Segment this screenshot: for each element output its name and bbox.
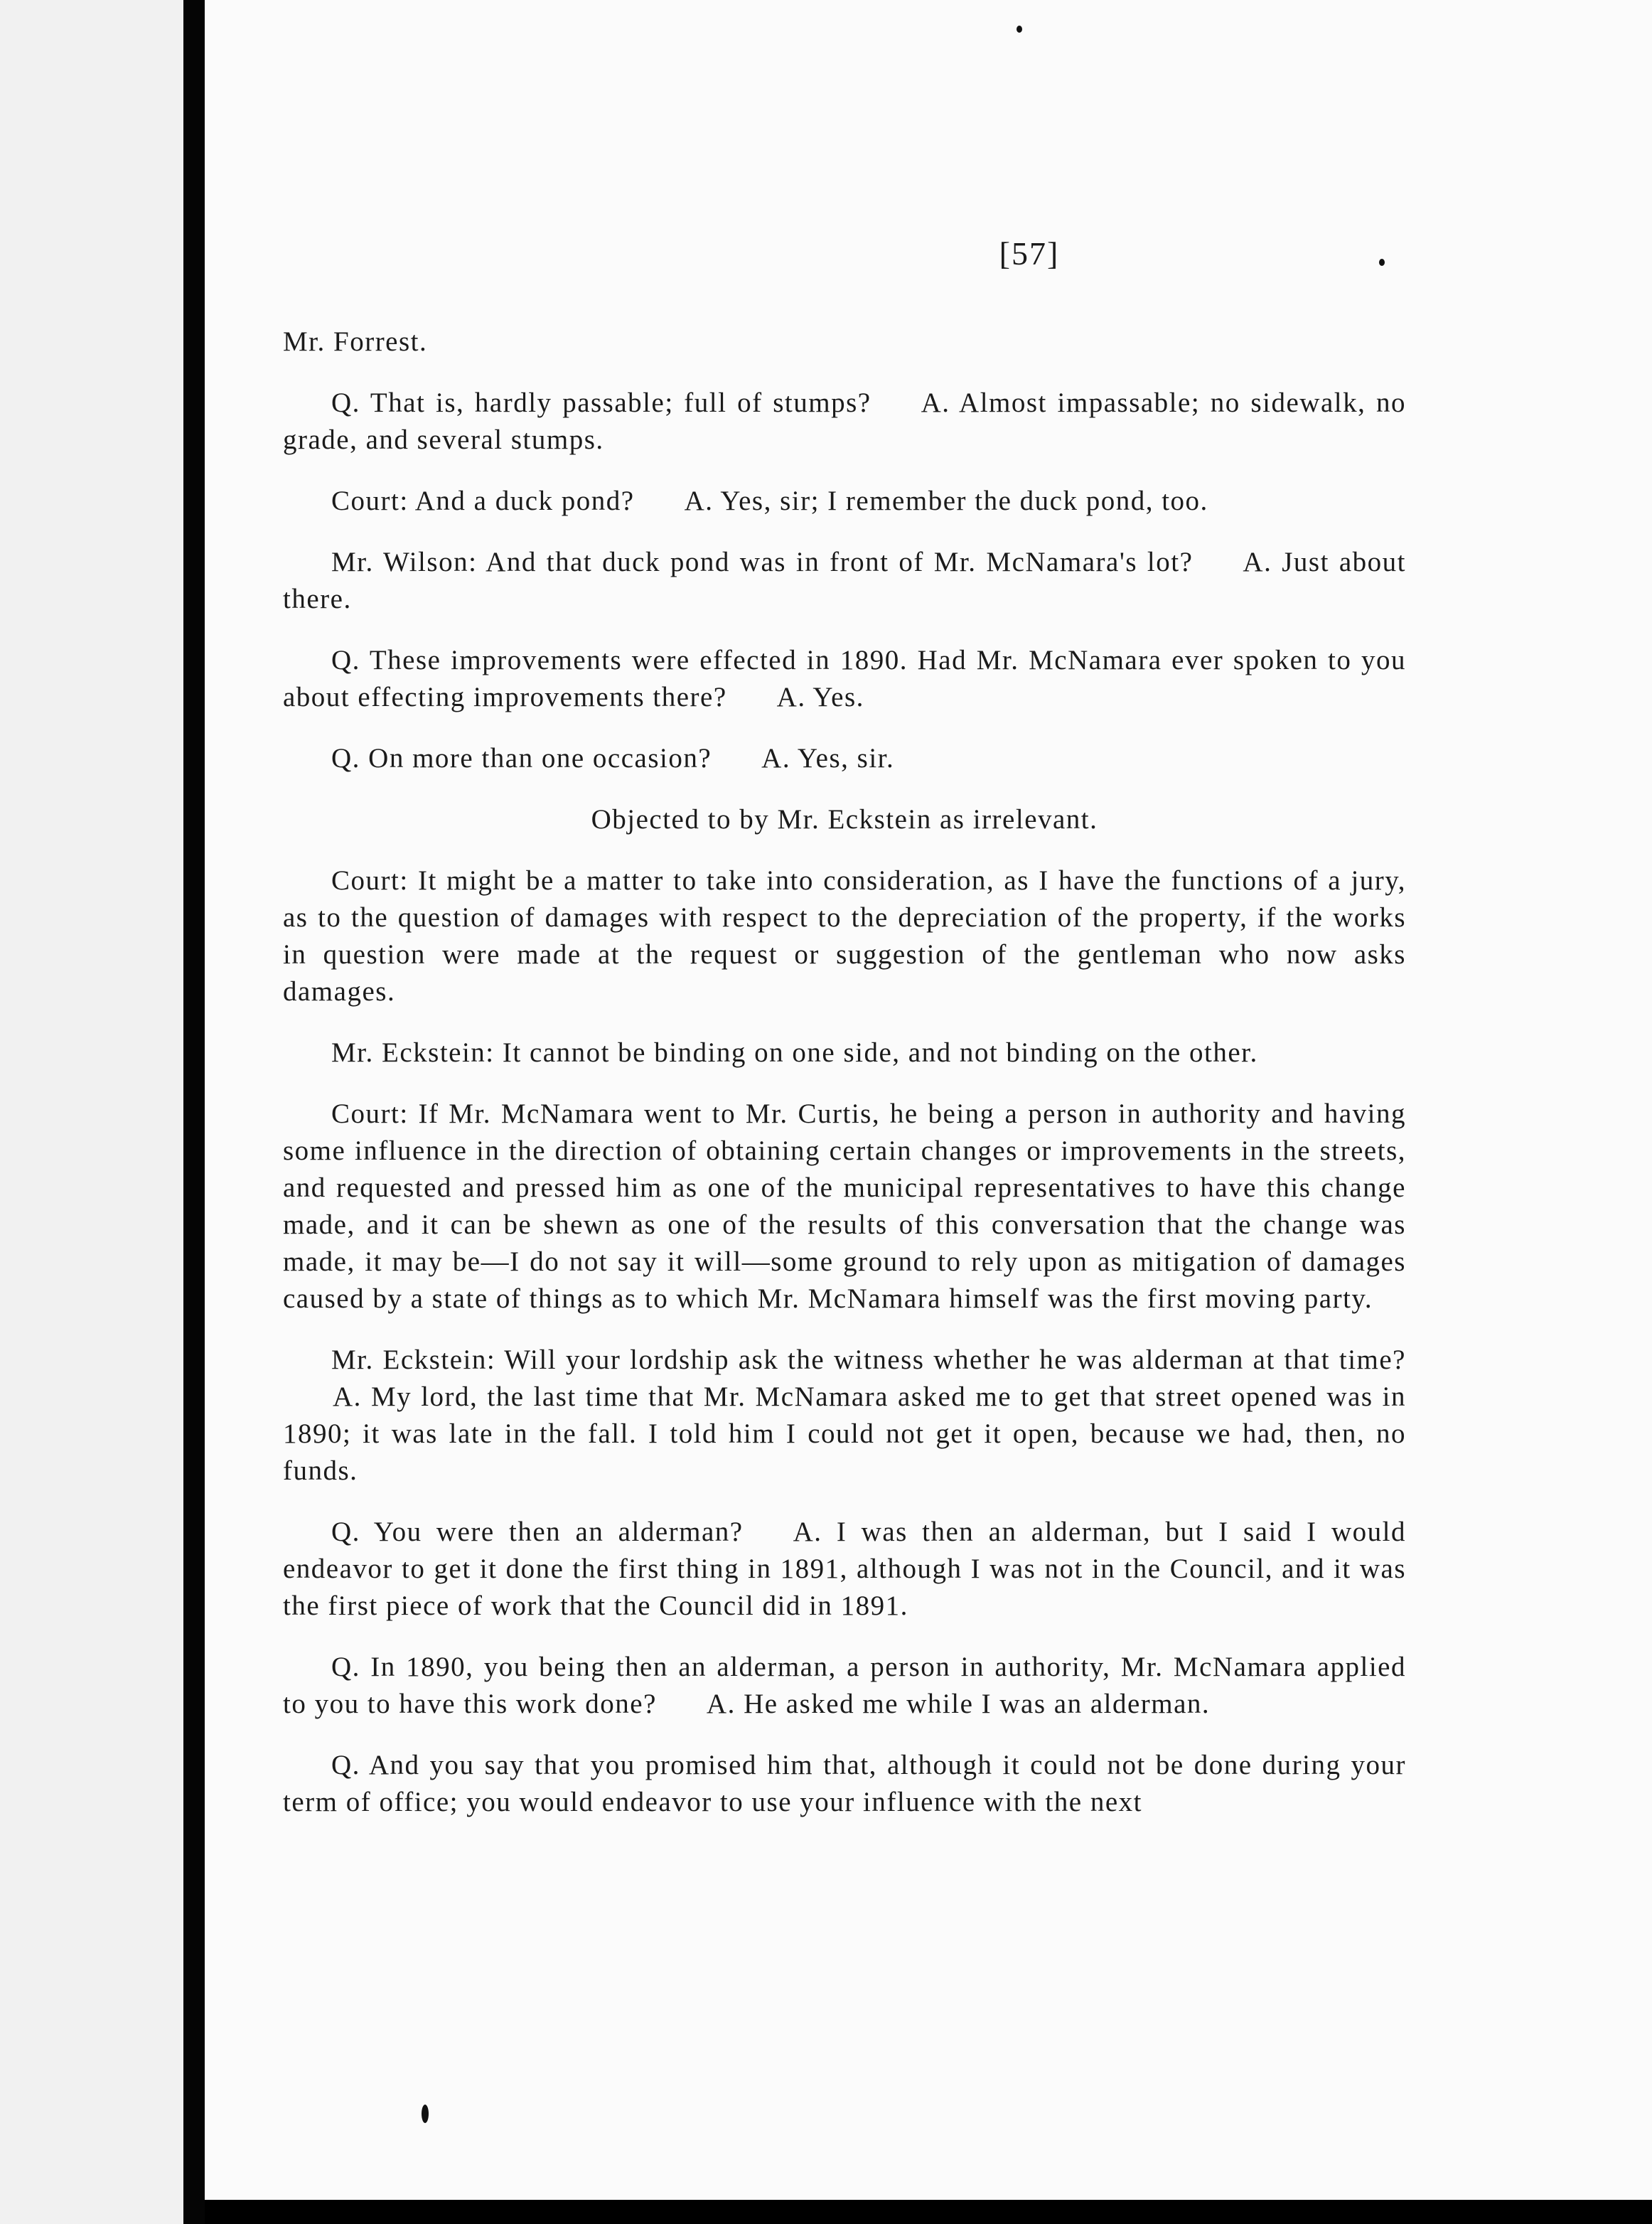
speaker-heading [283, 324, 1406, 360]
page-number: [57] [999, 235, 1060, 272]
answer-text: A. Yes. [776, 682, 864, 712]
left-facing-page [0, 0, 183, 2224]
paragraph-text: Mr. Eckstein: It cannot be binding on one side, and not binding on the other. [331, 1037, 1258, 1068]
answer-text: A. I was then an alderman, but I said I would endeavor to get it done the first thing in 1891, although I was not in the Council, and it was the first piece of work that the Council did in 1891. [283, 1517, 1406, 1621]
statement-paragraph [283, 1096, 1406, 1317]
objection-note [283, 801, 1406, 838]
answer-text: A. My lord, the last time that Mr. McNamara asked me to get that street opened was in 1890; it was late in the fall. I told him I could not get it open, because we had, then, no funds. [283, 1381, 1406, 1486]
statement-paragraph [283, 1035, 1406, 1071]
ink-speck [1379, 259, 1385, 266]
book-gutter [183, 0, 205, 2224]
ink-speck [1017, 26, 1022, 33]
question-answer-paragraph [283, 1514, 1406, 1625]
answer-text: A. Yes, sir. [761, 743, 895, 774]
question-text: Q. These improvements were effected in 1890. Had Mr. McNamara ever spoken to you about effecting improvements there? [283, 645, 1406, 712]
answer-text: A. Yes, sir; I remember the duck pond, too. [684, 486, 1208, 516]
answer-text: A. Just about there. [283, 547, 1407, 614]
paragraph-text: Objected to by Mr. Eckstein as irrelevant. [591, 804, 1098, 835]
answer-text: A. He asked me while I was an alderman. [706, 1689, 1211, 1719]
scan-border [205, 2200, 1652, 2224]
question-text: Q. In 1890, you being then an alderman, a person in authority, Mr. McNamara applied to you to have this work done? [283, 1652, 1406, 1719]
question-text: Court: And a duck pond? [331, 486, 635, 516]
question-answer-paragraph [283, 544, 1406, 618]
question-paragraph [283, 1747, 1406, 1821]
paragraph-text: Court: If Mr. McNamara went to Mr. Curtis, he being a person in authority and having some influence in the direction of obtaining certain changes or improvements in the streets, and requested and pressed him as one of the municipal representatives to have this change made, and it can be shewn as one of the results of this conversation that the change was made, it may be—I do not say it will—some ground to rely upon as mitigation of damages caused by a state of things as to which Mr. McNamara himself was the first moving party. [283, 1098, 1406, 1314]
paragraph-text: Mr. Forrest. [283, 326, 428, 357]
question-answer-paragraph [283, 385, 1406, 459]
question-answer-paragraph [283, 1342, 1406, 1490]
question-text: Q. You were then an alderman? [331, 1517, 744, 1547]
question-text: Mr. Wilson: And that duck pond was in front of Mr. McNamara's lot? [331, 547, 1194, 577]
ink-speck [422, 2105, 429, 2123]
question-answer-paragraph [283, 642, 1406, 716]
question-answer-paragraph [283, 483, 1406, 520]
question-text: Mr. Eckstein: Will your lordship ask the witness whether he was alderman at that time? [331, 1344, 1406, 1375]
question-text: Q. And you say that you promised him that, although it could not be done during your term of office; you would endeavor to use your influence with the next [283, 1750, 1406, 1817]
question-answer-paragraph [283, 1649, 1406, 1723]
question-answer-paragraph [283, 740, 1406, 777]
question-text: Q. On more than one occasion? [331, 743, 712, 774]
statement-paragraph [283, 862, 1406, 1010]
paragraph-text: Court: It might be a matter to take into consideration, as I have the functions of a jury, as to the question of damages with respect to the depreciation of the property, if the works in question were made at the request or suggestion of the gentleman who now asks damages. [283, 865, 1406, 1007]
transcript-text [283, 324, 1406, 1845]
question-text: Q. That is, hardly passable; full of stumps? [331, 387, 871, 418]
answer-text: A. Almost impassable; no sidewalk, no grade, and several stumps. [283, 387, 1407, 455]
